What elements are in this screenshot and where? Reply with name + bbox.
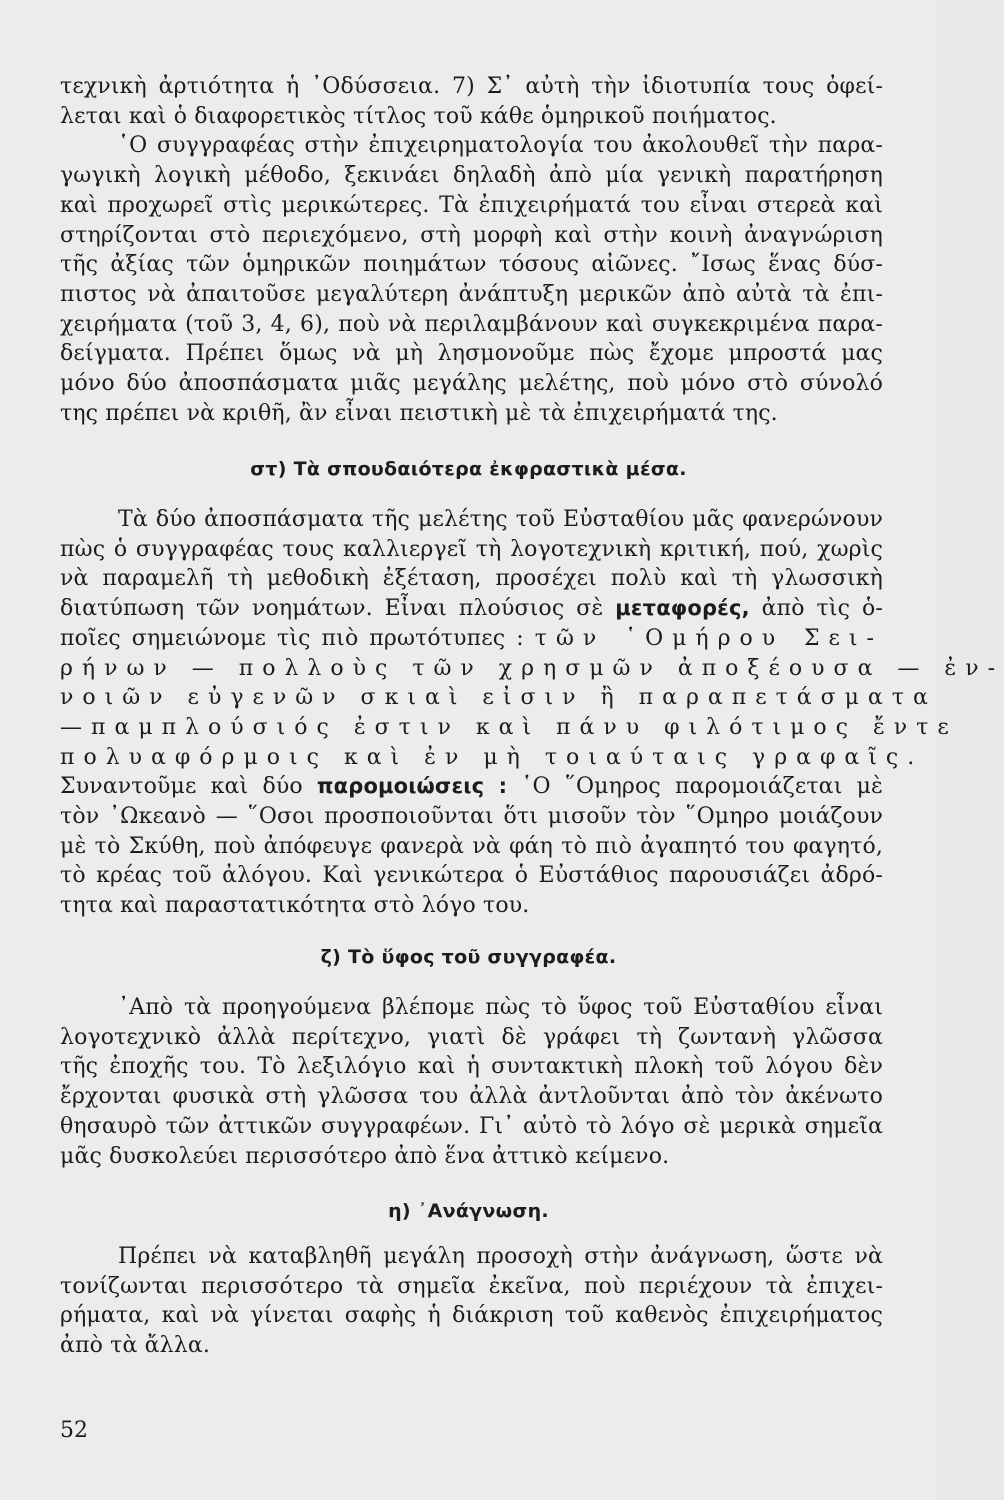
paragraph-expressive-means bbox=[60, 505, 1004, 921]
text-line bbox=[60, 772, 883, 802]
bold-term-metaphors: μεταφορές, bbox=[615, 596, 750, 621]
paragraph-reading bbox=[60, 1242, 883, 1361]
text-line bbox=[60, 594, 883, 624]
spaced-quote-line: νοιῶν εὐγενῶν σκιαὶ εἰσιν ἢ παραπετάσματα bbox=[60, 685, 937, 711]
text-line: ᾿Απὸ τὰ προηγούμενα βλέπομε πὼς τὸ ὕφος τοῦ Εὐσταθίου εἶναι bbox=[118, 995, 883, 1020]
text-line: λεται καὶ ὁ διαφορετικὸς τίτλος τοῦ κάθε ὁμηρικοῦ ποιήματος. bbox=[60, 103, 777, 129]
text-line: μόνο δύο ἀποσπάσματα μιᾶς μεγάλης μελέτης, ποὺ μόνο στὸ σύνολό bbox=[60, 371, 883, 397]
text-line: ῾Ο συγγραφέας στὴν ἐπιχειρηματολογία του ἀκολουθεῖ τὴν παρα- bbox=[118, 133, 883, 159]
text-line: πὼς ὁ συγγραφέας τους καλλιεργεῖ τὴ λογοτεχνικὴ κριτική, πού, χωρὶς bbox=[60, 536, 883, 562]
text-line: θησαυρὸ τῶν ἀττικῶν συγγραφέων. Γι᾿ αὐτὸ τὸ λόγο σὲ μερικὰ σημεῖα bbox=[60, 1113, 883, 1139]
text-line bbox=[60, 624, 883, 654]
spaced-quote: τῶν ῾Ομήρου Σει- bbox=[534, 625, 883, 651]
text-line: καὶ προχωρεῖ στὶς μερικώτερες. Τὰ ἐπιχειρήματά του εἶναι στερεὰ καὶ bbox=[60, 192, 883, 218]
paragraph-argumentation bbox=[60, 72, 883, 428]
text-line: τῆς ἀξίας τῶν ὁμηρικῶν ποιημάτων τόσους αἰῶνες. ῎Ισως ἕνας δύσ- bbox=[60, 252, 883, 278]
text-line: τῆς ἐποχῆς του. Τὸ λεξιλόγιο καὶ ἡ συντακτικὴ πλοκὴ τοῦ λόγου δὲν bbox=[60, 1054, 883, 1080]
text-fragment: ἀπὸ τὶς ὁ- bbox=[749, 596, 883, 622]
text-line: μᾶς δυσκολεύει περισσότερο ἀπὸ ἕνα ἀττικὸ κείμενο. bbox=[60, 1143, 670, 1169]
text-fragment: Συναντοῦμε καὶ δύο bbox=[60, 774, 317, 800]
text-fragment: ῾Ο ῞Ομηρος παρομοιάζεται μὲ bbox=[507, 774, 884, 800]
spaced-quote-line: —παμπλούσιός ἐστιν καὶ πάνυ φιλότιμος ἔντε bbox=[60, 714, 958, 740]
spaced-quote-line: πολυαφόρμοις καὶ ἐν μὴ τοιαύταις γραφαῖς. bbox=[60, 744, 924, 770]
text-line: τὸ κρέας τοῦ ἀλόγου. Καὶ γενικώτερα ὁ Εὐστάθιος παρουσιάζει ἀδρό- bbox=[60, 863, 883, 889]
text-line: χειρήματα (τοῦ 3, 4, 6), ποὺ νὰ περιλαμβάνουν καὶ συγκεκριμένα παρα- bbox=[60, 311, 883, 337]
bold-term-similes: παρομοιώσεις : bbox=[316, 774, 508, 799]
text-line: τονίζωνται περισσότερο τὰ σημεῖα ἐκεῖνα, ποὺ περιέχουν τὰ ἐπιχει- bbox=[60, 1273, 883, 1299]
text-line: γωγικὴ λογικὴ μέθοδο, ξεκινάει δηλαδὴ ἀπὸ μία γενικὴ παρατήρηση bbox=[60, 163, 883, 189]
text-line: μὲ τὸ Σκύθη, ποὺ ἀπόφευγε φανερὰ νὰ φάη τὸ πιὸ ἀγαπητό του φαγητό, bbox=[60, 833, 883, 859]
spaced-quote-line: ρήνων — πολλοὺς τῶν χρησμῶν ἀποξέουσα — ἐν- bbox=[60, 655, 1004, 681]
text-line: Πρέπει νὰ καταβληθῆ μεγάλη προσοχὴ στὴν ἀνάγνωση, ὥστε νὰ bbox=[118, 1244, 883, 1269]
text-line: νὰ παραμελῆ τὴ μεθοδικὴ ἐξέταση, προσέχει πολὺ καὶ τὴ γλωσσικὴ bbox=[60, 566, 883, 592]
text-line: Τὰ δύο ἀποσπάσματα τῆς μελέτης τοῦ Εὐσταθίου μᾶς φανερώνουν bbox=[118, 507, 883, 532]
text-line: τητα καὶ παραστατικότητα στὸ λόγο του. bbox=[60, 893, 530, 919]
text-line: ἔρχονται φυσικὰ στὴ γλῶσσα του ἀλλὰ ἀντλοῦνται ἀπὸ τὸν ἀκένωτο bbox=[60, 1084, 883, 1110]
text-line: ἀπὸ τὰ ἄλλα. bbox=[60, 1333, 210, 1359]
text-line: στηρίζονται στὸ περιεχόμενο, στὴ μορφὴ καὶ στὴν κοινὴ ἀναγνώριση bbox=[60, 222, 883, 248]
text-line: τεχνικὴ ἀρτιότητα ἡ ᾿Οδύσσεια. 7) Σ᾿ αὐτὴ τὴν ἰδιοτυπία τους ὀφεί- bbox=[60, 74, 883, 99]
page-number: 52 bbox=[60, 1418, 88, 1443]
text-line: πιστος νὰ ἀπαιτοῦσε μεγαλύτερη ἀνάπτυξη μερικῶν ἀπὸ αὐτὰ τὰ ἐπι- bbox=[60, 281, 883, 307]
section-heading-z: ζ) Τὸ ὕφος τοῦ συγγραφέα. bbox=[320, 946, 617, 968]
text-line: τὸν ᾿Ωκεανὸ — ῞Οσοι προσποιοῦνται ὅτι μισοῦν τὸν ῞Ομηρο μοιάζουν bbox=[60, 804, 883, 830]
text-line: λογοτεχνικὸ ἀλλὰ περίτεχνο, γιατὶ δὲ γράφει τὴ ζωντανὴ γλῶσσα bbox=[60, 1024, 883, 1050]
paragraph-style bbox=[60, 993, 883, 1171]
section-heading-h: η) ᾿Ανάγνωση. bbox=[388, 1200, 549, 1222]
text-fragment: διατύπωση τῶν νοημάτων. Εἶναι πλούσιος σὲ bbox=[60, 596, 616, 622]
text-line: ρήματα, καὶ νὰ γίνεται σαφὴς ἡ διάκριση τοῦ καθενὸς ἐπιχειρήματος bbox=[60, 1303, 883, 1329]
section-heading-st: στ) Τὰ σπουδαιότερα ἐκφραστικὰ μέσα. bbox=[250, 458, 687, 480]
text-line: της πρέπει νὰ κριθῆ, ἂν εἶναι πειστικὴ μὲ τὰ ἐπιχειρήματά της. bbox=[60, 400, 778, 426]
text-line: δείγματα. Πρέπει ὅμως νὰ μὴ λησμονοῦμε πὼς ἔχομε μπροστά μας bbox=[60, 341, 883, 367]
text-fragment: ποῖες σημειώνομε τὶς πιὸ πρωτότυπες : bbox=[60, 625, 535, 651]
